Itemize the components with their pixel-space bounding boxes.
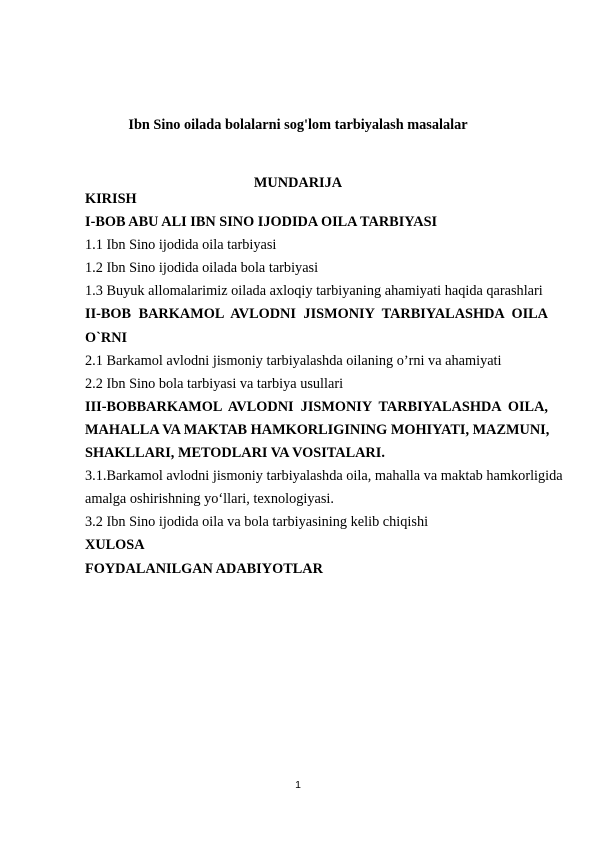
toc-heading: MUNDARIJA	[253, 175, 343, 191]
toc-section-1-1: 1.1 Ibn Sino ijodida oila tarbiyasi	[85, 237, 277, 254]
toc-section-3-2: 3.2 Ibn Sino ijodida oila va bola tarbiyasining kelib chiqishi	[85, 514, 429, 531]
toc-section-3-1-continued: amalga oshirishning yo‘llari, texnologiyasi.	[85, 491, 334, 508]
toc-section-1-3: 1.3 Buyuk allomalarimiz oilada axloqiy tarbiyaning ahamiyati haqida qarashlari	[85, 283, 543, 300]
table-of-contents	[85, 188, 563, 581]
document-title: Ibn Sino oilada bolalarni sog'lom tarbiyalash masalalar	[128, 117, 468, 133]
toc-section-3-1: 3.1.Barkamol avlodni jismoniy tarbiyalashda oila, mahalla va maktab hamkorligida	[85, 468, 563, 485]
toc-intro: KIRISH	[85, 191, 137, 207]
toc-section-2-1: 2.1 Barkamol avlodni jismoniy tarbiyalashda oilaning o’rni va ahamiyati	[85, 352, 502, 369]
toc-chapter-3-end: SHAKLLARI, METODLARI VA VOSITALARI.	[85, 445, 385, 462]
page-number: 1	[295, 779, 301, 791]
toc-references: FOYDALANILGAN ADABIYOTLAR	[85, 560, 323, 577]
toc-section-2-2: 2.2 Ibn Sino bola tarbiyasi va tarbiya usullari	[85, 375, 344, 392]
toc-chapter-3-continued: MAHALLA VA MAKTAB HAMKORLIGINING MOHIYATI, MAZMUNI,	[85, 421, 550, 438]
toc-conclusion: XULOSA	[85, 537, 145, 554]
toc-chapter-2-continued: O`RNI	[85, 329, 128, 346]
toc-chapter-3: III-BOBBARKAMOL AVLODNI JISMONIY TARBIYALASHDA OILA,	[85, 398, 548, 415]
toc-chapter-2: II-BOB BARKAMOL AVLODNI JISMONIY TARBIYALASHDA OILA	[85, 306, 548, 323]
toc-chapter-1: I-BOB ABU ALI IBN SINO IJODIDA OILA TARBIYASI	[85, 214, 438, 231]
toc-section-1-2: 1.2 Ibn Sino ijodida oilada bola tarbiyasi	[85, 260, 319, 277]
